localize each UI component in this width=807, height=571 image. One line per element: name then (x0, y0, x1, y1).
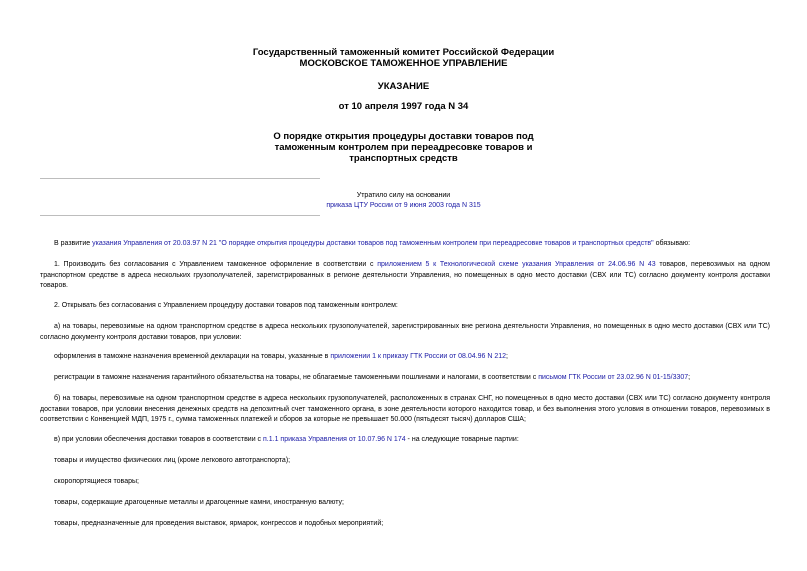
doc-title-line-3: транспортных средств (349, 153, 458, 164)
text-run: 1. Производить без согласования с Управлением таможенное оформление в соответствии с (54, 261, 378, 268)
paragraph-6: б) на товары, перевозимые на одном транспортном средстве в адреса нескольких грузополучателей, расположенных в странах СНГ, но помещенных в одно место доставки (СВХ или ТС) согласно документу контроля доставки товаров, при условии внесения денежных средств на депозитный счет таможенного органа, в зоне деятельности которого находится товар, и без выполнения этого условия в отношении товаров, перевозимых в соответствии с Конвенцией МДП, 1975 г., сумма таможенных платежей и сборов за которые не превышает 50.000 (пятьдесят тысяч) долларов США; (40, 395, 770, 423)
paragraph-7 (40, 435, 770, 446)
text-run: регистрации в таможне назначения гарантийного обязательства на товары, не облагаемые таможенными пошлинами и налогами, в соответствии с (54, 374, 539, 381)
divider-bottom (40, 215, 320, 216)
paragraph-10: товары, содержащие драгоценные металлы и драгоценные камни, иностранную валюту; (54, 499, 344, 506)
doc-type: УКАЗАНИЕ (377, 81, 430, 92)
p1-link[interactable]: приложением 5 к Технологической схеме указания Управления от 24.06.96 N 43 (377, 261, 656, 268)
status-text: Утратило силу на основании (356, 192, 451, 199)
paragraph-8: товары и имущество физических лиц (кроме легкового автотранспорта); (54, 457, 291, 464)
status-link-wrap (200, 201, 607, 210)
paragraph-4 (40, 352, 770, 363)
intro-link[interactable]: указания Управления от 20.03.97 N 21 "О порядке открытия процедуры доставки товаров под таможенным контролем при переадресовке товаров и транспортных средств" (92, 240, 654, 247)
paragraph-intro (40, 239, 770, 250)
text-run: обязываю: (653, 240, 691, 247)
text-run: товаров, перевозимых на одном транспортном средстве в адреса нескольких грузополучателей, зарегистрированных в регионе деятельности Управления, но помещенных в одно место доставки (СВХ или ТС) согласно документу контроля доставки товаров. (40, 261, 770, 289)
doc-date: от 10 апреля 1997 года N 34 (338, 101, 469, 112)
text-run: ; (506, 353, 508, 360)
paragraph-9: скоропортящиеся товары; (54, 478, 139, 485)
p4-link[interactable]: приложении 1 к приказу ГТК России от 08.04.96 N 212 (330, 353, 507, 360)
paragraph-1 (40, 260, 770, 292)
text-run: В развитие (54, 240, 93, 247)
doc-title-line-1: О порядке открытия процедуры доставки товаров под (273, 131, 534, 142)
text-run: ; (688, 374, 691, 381)
text-run: - на следующие товарные партии: (405, 436, 519, 443)
org-subname: МОСКОВСКОЕ ТАМОЖЕННОЕ УПРАВЛЕНИЕ (299, 58, 508, 69)
paragraph-2: 2. Открывать без согласования с Управлением процедуру доставки товаров под таможенным контролем: (54, 302, 398, 309)
paragraph-5 (40, 373, 770, 384)
paragraph-11: товары, предназначенные для проведения выставок, ярмарок, конгрессов и подобных мероприятий; (54, 520, 384, 527)
paragraph-3: а) на товары, перевозимые на одном транспортном средстве в адреса нескольких грузополучателей, зарегистрированных вне региона деятельности Управления, но помещенных в одно место доставки (СВХ или ТС) согласно документу контроля доставки товаров, при условии: (40, 323, 770, 341)
status-link[interactable]: приказа ЦТУ России от 9 июня 2003 года N 315 (326, 202, 481, 209)
p7-link[interactable]: п.1.1 приказа Управления от 10.07.96 N 174 (263, 436, 406, 443)
text-run: в) при условии обеспечения доставки товаров в соответствии с (54, 436, 263, 443)
doc-title-line-2: таможенным контролем при переадресовке товаров и (274, 142, 533, 153)
p5-link[interactable]: письмом ГТК России от 23.02.96 N 01-15/3307 (538, 374, 689, 381)
org-name: Государственный таможенный комитет Российской Федерации (252, 47, 555, 58)
divider-top (40, 178, 320, 179)
text-run: оформления в таможне назначения временной декларации на товары, указанные в (54, 353, 331, 360)
